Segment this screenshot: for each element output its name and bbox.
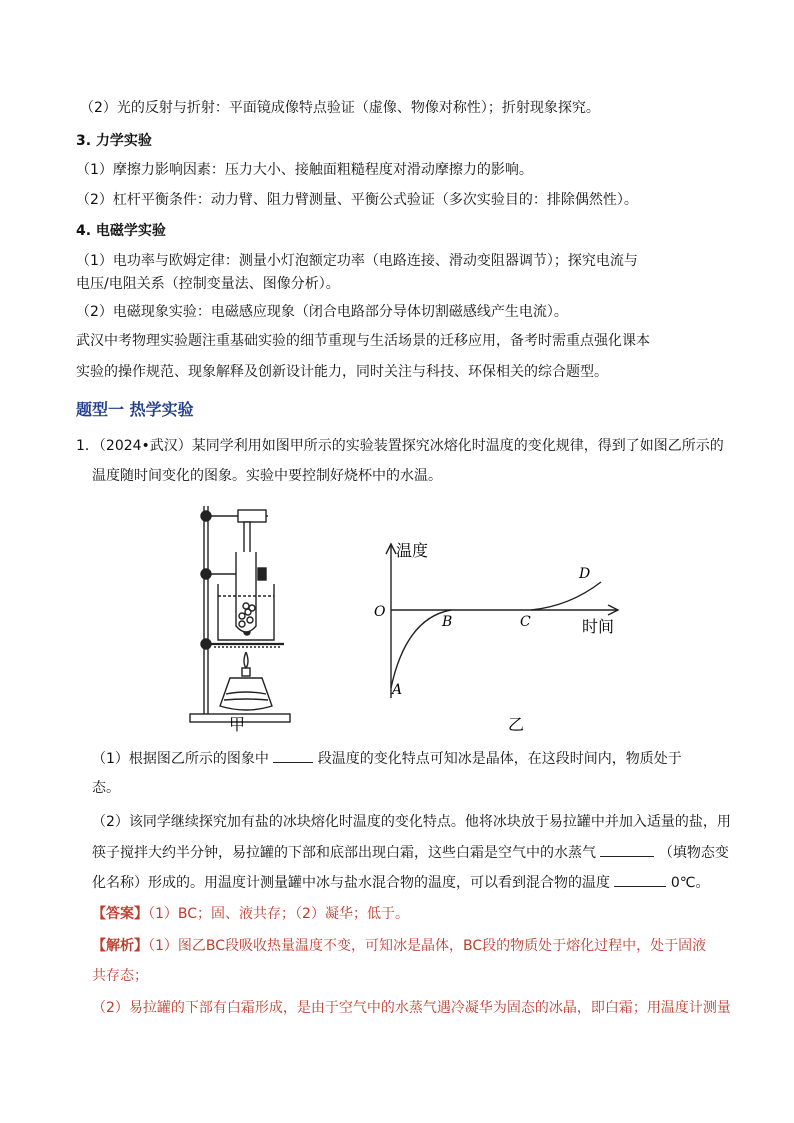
point-a-label: A	[392, 682, 403, 698]
sub1-text-pre: （1）根据图乙所示的图象中	[92, 751, 274, 767]
em-item-2: （2）电磁现象实验：电磁感应现象（闭合电路部分导体切割磁感线产生电流）。	[76, 304, 568, 320]
point-c-label: C	[520, 614, 531, 630]
answer-text: （1）BC；固、液共存；（2）凝华；低于。	[148, 906, 409, 922]
sub-question-2-line-a: （2）该同学继续探究加有盐的冰块熔化时温度的变化特点。他将冰块放于易拉罐中并加入适量的盐，用	[92, 814, 731, 830]
summary-line-a: 武汉中考物理实验题注重基础实验的细节重现与生活场景的迁移应用，备考时需重点强化课本	[76, 333, 650, 349]
analysis-label: 【解析】	[92, 938, 148, 954]
sub-question-1-line-b: 态。	[92, 780, 120, 796]
sub2-text-pre-b: 筷子搅拌大约半分钟，易拉罐的下部和底部出现白霜，这些白霜是空气中的水蒸气	[92, 845, 601, 861]
sub2-text-post-c: 0℃。	[666, 875, 710, 891]
analysis-line-3: （2）易拉罐的下部有白霜形成，是由于空气中的水蒸气遇冷凝华为固态的冰晶，即白霜；用温度计测量	[92, 1000, 731, 1016]
experiment-figure	[180, 498, 640, 738]
sub-question-1-line-a	[92, 748, 682, 769]
sub1-blank[interactable]	[273, 748, 313, 763]
question-stem-line-a	[76, 436, 724, 456]
sub2-text-pre-c: 化名称）形成的。用温度计测量罐中冰与盐水混合物的温度，可以看到混合物的温度	[92, 875, 615, 891]
answer-label: 【答案】	[92, 906, 148, 922]
section-heading: 题型一 热学实验	[76, 400, 194, 419]
em-item-1-line-b: 电压/电阻关系（控制变量法、图像分析）。	[76, 276, 340, 292]
point-d-label: D	[579, 566, 591, 582]
origin-label: O	[374, 604, 386, 620]
sub2-blank-2[interactable]	[614, 872, 666, 887]
question-number: 1．	[76, 438, 99, 454]
question-stem-line-b: 温度随时间变化的图象。实验中要控制好烧杯中的水温。	[92, 468, 442, 484]
sub1-text-post: 段温度的变化特点可知冰是晶体，在这段时间内，物质处于	[313, 751, 682, 767]
analysis-line-2: 共存态；	[92, 968, 148, 984]
optics-item-2: （2）光的反射与折射：平面镜成像特点验证（虚像、物像对称性）；折射现象探究。	[80, 100, 600, 116]
point-b-label: B	[442, 614, 453, 630]
y-axis-label: 温度	[396, 541, 429, 560]
answer-line	[92, 904, 409, 924]
sub2-blank-1[interactable]	[600, 842, 654, 857]
sub-question-2-line-c	[92, 872, 710, 893]
mechanics-item-1: （1）摩擦力影响因素：压力大小、接触面粗糙程度对滑动摩擦力的影响。	[76, 162, 533, 178]
analysis-text-1: （1）图乙BC段吸收热量温度不变，可知冰是晶体，BC段的物质处于熔化过程中，处于固液	[148, 938, 707, 954]
analysis-line-1	[92, 936, 706, 956]
apparatus-caption: 甲	[229, 715, 246, 734]
section-3-title: 3. 力学实验	[76, 133, 152, 149]
section-4-title: 4. 电磁学实验	[76, 223, 166, 239]
question-stem-text-a: （2024•武汉）某同学利用如图甲所示的实验装置探究冰熔化时温度的变化规律，得到了如图乙所示的	[98, 438, 724, 454]
sub2-text-post-b: （填物态变	[654, 845, 729, 861]
x-axis-label: 时间	[582, 617, 615, 636]
graph-caption: 乙	[508, 715, 525, 734]
sub-question-2-line-b	[92, 842, 729, 863]
mechanics-item-2: （2）杠杆平衡条件：动力臂、阻力臂测量、平衡公式验证（多次实验目的：排除偶然性）。	[76, 192, 638, 208]
em-item-1-line-a: （1）电功率与欧姆定律：测量小灯泡额定功率（电路连接、滑动变阻器调节）；探究电流与	[76, 253, 638, 269]
apparatus-drawing	[190, 506, 290, 722]
summary-line-b: 实验的操作规范、现象解释及创新设计能力，同时关注与科技、环保相关的综合题型。	[76, 364, 608, 380]
